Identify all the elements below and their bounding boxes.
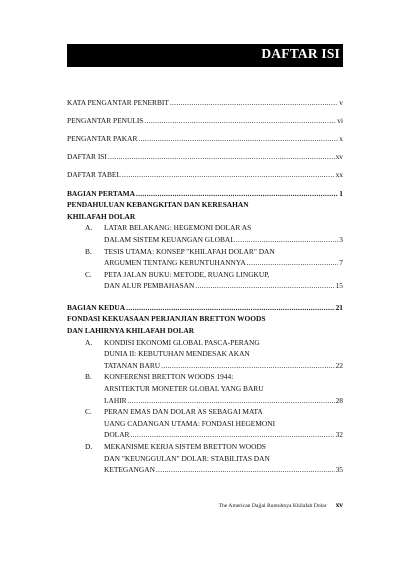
entry-page-number: x (339, 133, 343, 143)
subsection-line: KONDISI EKONOMI GLOBAL PASCA-PERANG (104, 337, 260, 347)
dot-leader (130, 429, 334, 441)
entry-page-number: 3 (339, 234, 343, 244)
entry-label: PENGANTAR PENULIS (67, 115, 144, 125)
subsection-letter: A. (85, 337, 93, 347)
page-title: DAFTAR ISI (261, 46, 340, 61)
subsection-letter: D. (85, 442, 93, 451)
table-of-contents (67, 98, 343, 476)
entry-page-number: 32 (335, 430, 343, 440)
part-title-line: PENDAHULUAN KEBANGKITAN DAN KERESAHAN (67, 200, 249, 210)
part-section (67, 302, 343, 476)
subsection-line: PETA JALAN BUKU: METODE, RUANG LINGKUP, (104, 269, 270, 279)
dot-leader (108, 152, 335, 161)
subsection-letter: C. (85, 407, 92, 417)
part-heading (67, 302, 343, 314)
subsection-entry (67, 269, 343, 292)
subsection-entry (67, 337, 343, 372)
front-matter-entry (67, 152, 343, 161)
entry-label: LAHIR (104, 395, 127, 405)
subsection-entry (67, 246, 343, 269)
front-matter-entry (67, 134, 343, 143)
entry-page-number: xv (335, 151, 343, 161)
entry-label: BAGIAN KEDUA (67, 302, 126, 312)
subsection-line: TESIS UTAMA: KONSEP "KHILAFAH DOLAR" DAN (104, 246, 275, 256)
front-matter-entry (67, 116, 343, 125)
footer-page-number: xv (335, 500, 343, 509)
parts-list (67, 188, 343, 476)
subsection-line: ARSITEKTUR MONETER GLOBAL YANG BARU (104, 384, 264, 394)
entry-label: PENGANTAR PAKAR (67, 133, 138, 143)
subsection-letter: C. (85, 269, 92, 279)
subsection-line: LATAR BELAKANG: HEGEMONI DOLAR AS (104, 223, 252, 233)
entry-label: BAGIAN PERTAMA (67, 188, 135, 198)
dot-leader (161, 360, 335, 372)
entry-label: DAFTAR ISI (67, 151, 107, 161)
entry-page-number: v (339, 98, 343, 107)
subsection-line: KONFERENSI BRETTON WOODS 1944: (104, 372, 234, 382)
subsection-last-line (104, 234, 343, 246)
dot-leader (195, 280, 334, 292)
entry-page-number: vi (337, 115, 343, 125)
entry-label: DAN ALUR PEMBAHASAN (104, 281, 195, 291)
entry-page-number: 21 (335, 302, 343, 312)
subsection-last-line (104, 429, 343, 441)
dot-leader (156, 464, 335, 476)
subsection-entry (67, 222, 343, 245)
subsection-entry (67, 406, 343, 441)
subsection-last-line (104, 280, 343, 292)
subsection-letter: A. (85, 223, 93, 233)
part-section (67, 188, 343, 292)
part-title-line: FONDASI KEKUASAAN PERJANJIAN BRETTON WOODS (67, 314, 266, 324)
entry-label: DOLAR (104, 430, 130, 440)
dot-leader (236, 234, 339, 246)
entry-page-number: 35 (335, 465, 343, 475)
entry-page-number: 1 (339, 188, 343, 198)
dot-leader (136, 188, 338, 200)
dot-leader (144, 116, 336, 125)
subsection-last-line (104, 395, 343, 407)
entry-page-number: 22 (335, 360, 343, 370)
subsection-line: MEKANISME KERJA SISTEM BRETTON WOODS (104, 442, 266, 451)
subsection-last-line (104, 257, 343, 269)
part-heading (67, 188, 343, 200)
title-banner (67, 44, 343, 67)
entry-label: KATA PENGANTAR PENERBIT (67, 98, 169, 107)
subsection-line: PERAN EMAS DAN DOLAR AS SEBAGAI MATA (104, 407, 263, 417)
part-title-line: KHILAFAH DOLAR (67, 211, 136, 221)
dot-leader (170, 98, 338, 107)
entry-label: KETEGANGAN (104, 465, 155, 475)
entry-label: ARGUMEN TENTANG KERUNTUHANNYA (104, 258, 246, 268)
subsection-line: UANG CADANGAN UTAMA: FONDASI HEGEMONI (104, 418, 276, 428)
part-title-line: DAN LAHIRNYA KHILAFAH DOLAR (67, 326, 195, 336)
front-matter-list (67, 98, 343, 179)
subsection-entry (67, 441, 343, 476)
footer-book-title: The American Dajjal Runtuhnya Khilafah Dolar (218, 503, 327, 509)
entry-label: DALAM SISTEM KEUANGAN GLOBAL (104, 234, 235, 244)
subsection-last-line (104, 360, 343, 372)
subsection-letter: B. (85, 372, 92, 382)
entry-page-number: xx (335, 169, 343, 179)
dot-leader (126, 302, 335, 314)
entry-page-number: 7 (339, 258, 343, 268)
dot-leader (122, 170, 335, 179)
page-footer (67, 500, 343, 509)
front-matter-entry (67, 170, 343, 179)
dot-leader (138, 134, 338, 143)
subsection-letter: B. (85, 246, 92, 256)
entry-page-number: 28 (335, 395, 343, 405)
subsection-entry (67, 371, 343, 406)
subsection-line: DUNIA II: KEBUTUHAN MENDESAK AKAN (104, 349, 250, 359)
subsection-last-line (104, 464, 343, 476)
entry-label: DAFTAR TABEL (67, 169, 121, 179)
entry-page-number: 15 (335, 281, 343, 291)
subsection-line: DAN "KEUNGGULAN" DOLAR: STABILITAS DAN (104, 453, 270, 463)
front-matter-entry (67, 98, 343, 107)
dot-leader (247, 257, 339, 269)
entry-label: TATANAN BARU (104, 360, 161, 370)
dot-leader (128, 395, 335, 407)
